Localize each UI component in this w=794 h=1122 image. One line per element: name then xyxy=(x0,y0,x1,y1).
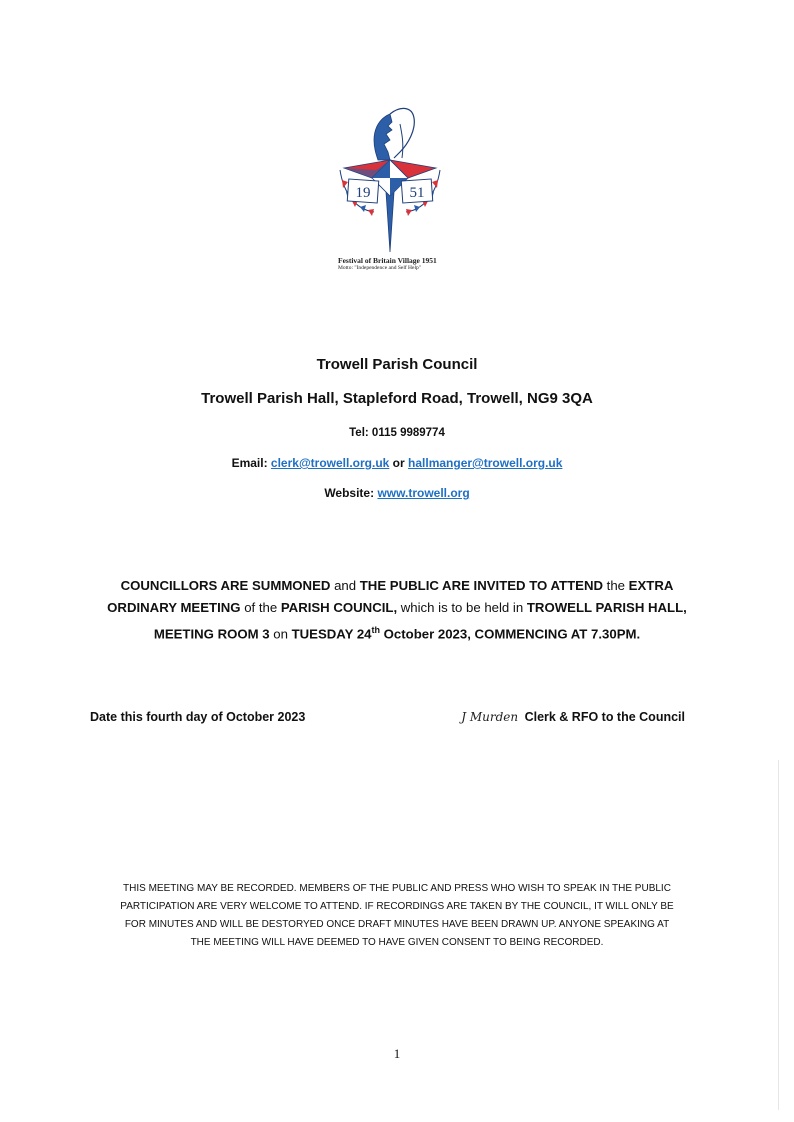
logo-caption-motto: Motto: "Independence and Self Help" xyxy=(338,265,421,271)
org-email-line xyxy=(0,456,794,470)
logo-caption-title: Festival of Britain Village 1951 xyxy=(338,256,437,265)
org-name: Trowell Parish Council xyxy=(316,356,478,373)
clerk-signature: J Murden xyxy=(461,710,519,724)
clerk-role: Clerk & RFO to the Council xyxy=(524,710,685,724)
notice-part: COUNCILLORS ARE SUMMONED xyxy=(120,578,331,593)
recording-disclaimer xyxy=(90,880,704,952)
notice-part: and xyxy=(330,578,360,593)
festival-of-britain-logo xyxy=(330,100,450,260)
notice-part: PARISH COUNCIL, xyxy=(280,600,398,615)
notice-part: THE PUBLIC ARE INVITED TO ATTEND xyxy=(359,578,603,593)
disclaimer-line: FOR MINUTES AND WILL BE DESTORYED ONCE DRAFT MINUTES HAVE BEEN DRAWN UP. ANYONE SPEAKING AT xyxy=(124,919,670,930)
notice-ordinal: th xyxy=(371,625,380,635)
notice-part: the xyxy=(603,578,629,593)
disclaimer-line: PARTICIPATION ARE VERY WELCOME TO ATTEND. IF RECORDINGS ARE TAKEN BY THE COUNCIL, IT WILL ONLY BE xyxy=(120,901,674,912)
scan-edge-divider xyxy=(778,760,779,1110)
notice-part: EXTRA ORDINARY MEETING xyxy=(107,578,674,615)
notice-part: October 2023, COMMENCING AT 7.30PM. xyxy=(380,626,641,642)
email-or: or xyxy=(392,456,405,470)
logo-caption xyxy=(338,256,478,272)
notice-part: of the xyxy=(240,600,281,615)
page-number: 1 xyxy=(393,1046,401,1061)
org-address: Trowell Parish Hall, Stapleford Road, Trowell, NG9 3QA xyxy=(201,390,593,407)
org-telephone: Tel: 0115 9989774 xyxy=(349,427,445,439)
email-label: Email: xyxy=(231,456,268,470)
dated-line: Date this fourth day of October 2023 xyxy=(90,710,306,724)
logo-year-left: 19 xyxy=(355,185,371,201)
notice-part: TUESDAY 24 xyxy=(291,626,372,642)
org-website-line xyxy=(0,486,794,500)
clerk-email-link[interactable]: clerk@trowell.org.uk xyxy=(270,456,390,470)
logo-year-right: 51 xyxy=(409,185,425,201)
meeting-notice xyxy=(100,575,694,645)
disclaimer-line: THIS MEETING MAY BE RECORDED. MEMBERS OF THE PUBLIC AND PRESS WHO WISH TO SPEAK IN THE PUBLIC xyxy=(123,883,671,894)
notice-part: TROWELL PARISH HALL, MEETING ROOM 3 xyxy=(153,600,687,642)
disclaimer-line: THE MEETING WILL HAVE DEEMED TO HAVE GIVEN CONSENT TO BEING RECORDED. xyxy=(190,937,604,948)
website-label: Website: xyxy=(324,486,375,500)
notice-part: which is to be held in xyxy=(397,600,527,615)
signature-line xyxy=(461,710,685,724)
notice-part: on xyxy=(269,626,292,642)
website-link[interactable]: www.trowell.org xyxy=(377,486,470,500)
hall-manager-email-link[interactable]: hallmanger@trowell.org.uk xyxy=(408,456,563,470)
